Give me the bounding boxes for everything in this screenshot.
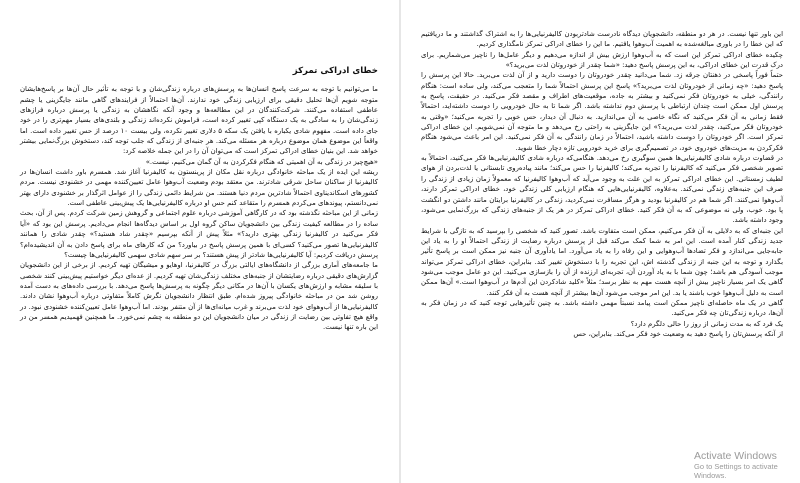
paragraph: این باور تنها نیست. در هر دو منطقه، دانشجویان دیدگاه نادرست شادتربودن کالیفرنیایی‌ها را به اشتراک گذاشتند و ما دریافتیم که این خطا را در باوری مبالغه‌شده به اهمیت آب‌وهوا یافتیم. ما این را خطای ادراکی تمرکز نامگذاری کردیم. [421, 30, 783, 49]
right-page [401, 0, 800, 483]
section-title: خطای ادراکی تمرکز [292, 66, 378, 76]
paragraph: یک فرد که به مدت زمانی از روز را حالی دلگرم دارد؟ [630, 319, 783, 328]
paragraph: این جنبه‌ای که به دلایلی به آن فکر می‌کنیم، ممکن است متفاوت باشد. تصور کنید که شخصی را بپرسید که به تازگی با شرایط جدید زندگی کنار آمده است. این امر به شما کمک می‌کند قبل از پرسش درباره رضایت از زندگی احتمالاً او را به یاد این جابه‌جایی می‌اندازد و فکر تضادها آب‌وهوایی و این رفاه را به یاد می‌آورد. اما یادآوری آن جنبه نیز ممکن است بر پاسخ تأثیر بگذارد و توجه به این جنبه از زندگی گذشته اش، این تجربه را با دستخوش تغییر کند. بنابراین، خطای ادراکی تمرکز می‌تواند موجب آسودگی هم باشد؛ چون شما با به یاد آوردن آن، تجربه‌ای ارزنده از آن را بازسازی می‌کنید. این دو عامل موجب می‌شود گاهی یک امر بسیار ناچیز بیش از آنچه هست مهم به نظر برسد؛ مثلاً «کلید شادکردن این آدم‌ها در آب‌وهوا است.» آن‌ها ممکن است به دلیل آب‌وهوا خوب باشند یا بد. این امر موجب می‌شود آن‌ها بیشتر از آنچه هست به آن فکر کنند. [421, 226, 783, 297]
watermark-subtitle: Go to Settings to activate Windows. [694, 462, 778, 480]
paragraph: از آنکه پرسش‌تان را پاسخ دهید به وضعیت خود فکر می‌کند. بنابراین، حس [573, 329, 783, 338]
paragraph: ریشه این ایده از یک مباحثه خانوادگی درباره نقل مکان از پرینستون به کالیفرنیا آغاز شد. همسرم باور داشت انسان‌ها در کالیفرنیا از ساکنان ساحل شرقی شادترند. من معتقد بودم وضعیت آب‌وهوا عامل تعیین‌کننده مهمی در خشنودی نیست. مردم کشورهای اسکاندیناوی احتمالاً شادترین مردم دنیا هستند. من شرایط دائمی زندگی را از عوامل اثرگذار بر خشنودی دارای بهتر نمی‌دانستم، پیوندهای می‌کردم همسرم را متقاعد کنم حس او درباره کالیفرنیایی‌ها یک پیش‌بینی عاطفی است. [20, 168, 378, 208]
paragraph: چکیده خطای ادراکی تمرکز این است که به آب‌وهوا ارزش بیش از اندازه می‌دهیم و دیگر عامل‌ها را ناچیز می‌شماریم. برای درک قدرت این خطای ادراکی، به این پرسش پاسخ دهید: «شما چقدر از خودروتان لذت می‌برید؟» [421, 50, 783, 70]
left-page-text [20, 66, 378, 333]
activate-windows-watermark [694, 450, 794, 480]
paragraph: ما می‌توانیم با توجه به سرعت پاسخ انسان‌ها به پرسش‌های درباره زندگی‌شان و با توجه به تأثیر حال آن‌ها بر پاسخ‌هایشان متوجه شویم آن‌ها تحلیل دقیقی برای ارزیابی زندگی خود ندارند. آن‌ها احتمالاً از فرایندهای گاهی مانند جایگزینی یا چشم عاطفی استفاده می‌کنند. شرکت‌کنندگان در این مطالعه‌ها و وجود آنکه نگاهشان به زندگی یا پرسش درباره فرازهای زندگی‌شان را به سادگی به یک دستگاه کپی تغییر کرده است، فراموش نکرده‌اند زندگی و بلندی‌های بسیار مهم‌تری را در خود جای داده است. مفهوم شادی یکباره با یافتن یک سکه ۵ دلاری تغییر نکرده، ولی بیست ۱۰ درصد از حس تغییر داده است. اما واقعاً این موضوع همان موضوع درباره هر مسئله می‌کند. هر جنبه‌ای از زندگی که جلب توجه کند، دستخوش بزرگ‌نمایی بیشتر خواهد شد. این بنیان خطای ادراکی تمرکز است که می‌توان آن را در این جمله خلاصه کرد: [20, 85, 378, 156]
right-page-text [421, 29, 783, 339]
left-page [0, 0, 399, 483]
paragraph: ما جامعه‌های آماری بزرگی از دانشگاه‌های ایالتی بزرگ در کالیفرنیا، اوهایو و میشیگان تهیه کردیم. از برخی از این دانشجویان گزارش‌های دقیقی درباره رضایتشان از جنبه‌های مختلف زندگی‌شان تهیه کردیم. از عده‌ای دیگر خواستیم پیش‌بینی کنند شخصی با سلیقه مشابه و ارزش‌های یکسان با آن‌ها در مکانی دیگر چگونه به پرسش‌ها پاسخ می‌دهد. با بررسی داده‌های به دست آمده روشن شد من در مباحثه خانوادگی پیروز شده‌ام. طبق انتظار دانشجویان نگرش کاملاً متفاوتی درباره آب‌وهوا نشان دادند. کالیفرنیایی‌ها از آب‌وهوای خود لذت می‌برند و غرب میانه‌ای‌ها از آن متنفر بودند. اما آب‌وهوا عامل تعیین‌کننده خشنودی نبود. در واقع هیچ تفاوتی بین رضایت از زندگی در میان دانشجویان این دو منطقه به چشم نمی‌خورد. ما همچنین فهمیدیم همسر من در این باره تنها نیست. [20, 261, 378, 332]
quote-paragraph: «هیچ‌چیز در زندگی به آن اهمیتی که هنگام فکرکردن به آن گمان می‌کنیم، نیست.» [145, 157, 378, 166]
paragraph: در قضاوت درباره شادی کالیفرنیایی‌ها همین سوگیری رخ می‌دهد. هنگامی‌که درباره شادی کالیفرنیایی‌ها فکر می‌کنید، احتمالاً به تصویر شخصی فکر می‌کنید که کالیفرنیا را تجربه می‌کند؛ کالیفرنیا را حس می‌کند؛ مانند پیاده‌روی تابستانی یا لذت‌بردن از هوای لطیف زمستانی. این خطای ادراکی تمرکز به این علت به وجود می‌آید که آب‌وهوا کالیفرنیا که معمولاً زمان زیادی از زندگی را صرف این جنبه‌های زندگی نمی‌کند. به‌علاوه، کالیفرنیایی‌هایی که هنگام ارزیابی کلی زندگی خود، خطای ادراکی تمرکز دارند، آب‌وهوا نمی‌کنند. اگر شما هم در کالیفرنیا بودید و هرگز مسافرت نمی‌کردید، زندگی در کالیفرنیا برایتان مانند داشتن دو انگشت پا بود. خوب، ولی نه موضوعی که به آن فکر کنید. خطای ادراکی تمرکز در هر یک از جنبه‌های زندگی که بزرگ‌نمایی می‌شود، وجود داشته باشد. [421, 154, 783, 225]
paragraph: گاهی در یک ماه حاصله‌ای ناچیز ممکن است پیامد نسبتاً مهمی داشته باشد. به چنین تأثیرهایی توجه کنید که در زمان فکر به آن‌ها، درباره زندگی‌تان چه فکر می‌کنید. [421, 298, 783, 318]
paragraph: زمانی از این مباحثه نگذشته بود که در کارگاهی آموزشی درباره علوم اجتماعی و گروهش زمین شرکت کردم. پس از آن، بحث ساده را در مطالعه کیفیت زندگی بین دانشجویان ساکن گروه اول بر اساس دیدگاه‌ها انجام می‌دادیم. پرسش این بود که «آیا فکر می‌کنید در کالیفرنیا زندگی بهتری دارید؟» مثلاً پیش از آنکه بپرسیم «چقدر شاد هستید؟» چقدر شادی را همانند کالیفرنیایی‌ها تصور می‌کنید؟ کسی‌ای با همین پرسش پاسخ در بیاورد؟ من که کارهای ماه برای پاسخ دادن به آن اندیشیده‌ام؟ پرسش دریافت کردیم: آیا کالیفرنیایی‌ها شادتر از پیش هستند؟ بر سر سهم شادی سهمی کالیفرنیایی‌ها چیست؟ [20, 209, 378, 259]
watermark-title: Activate Windows [694, 450, 777, 462]
paragraph: حتماً فوراً پاسخی در ذهنتان جرقه زد. شما می‌دانید چقدر خودروتان را دوست دارید و از آن لذت می‌برید. حالا این پرسش را پاسخ دهید: «چه زمانی از خودروتان لذت می‌برید؟» پاسخ این پرسش احتمالاً شما را متعجب می‌کند، ولی ساده است: هنگام رانندگی، خیلی به خودروتان فکر نمی‌کنید و بیشتر به جاده، موقعیت‌های اطراف و مقصد فکر می‌کنید. در حقیقت، پاسخ به پرسش اول ممکن است چندان ارتباطی با پرسش دوم نداشته باشد. اگر شما تا به حال خودرویی را دوست داشته‌اید، احتمالاً فقط زمانی به آن فکر می‌کنید که نگاه خاصی به آن می‌اندازید. به دنبال آن دیدار، حس خوبی را تجربه می‌کنید؛ «وقتی به خودروتان فکر می‌کنید، چقدر لذت می‌برید؟» این جایگزینی به راحتی رخ می‌دهد و ما متوجه آن نمی‌شویم. این خطای ادراکی تمرکز است. اگر خودروتان را دوست داشته باشید، احتمالاً در زمان رانندگی به آن فکر نمی‌کنید. این امر باعث می‌شود هنگام فکرکردن به مزیت‌های خودروی خود، در تصمیم‌گیری برای خرید خودرویی تازه دچار خطا شوید. [421, 71, 783, 152]
